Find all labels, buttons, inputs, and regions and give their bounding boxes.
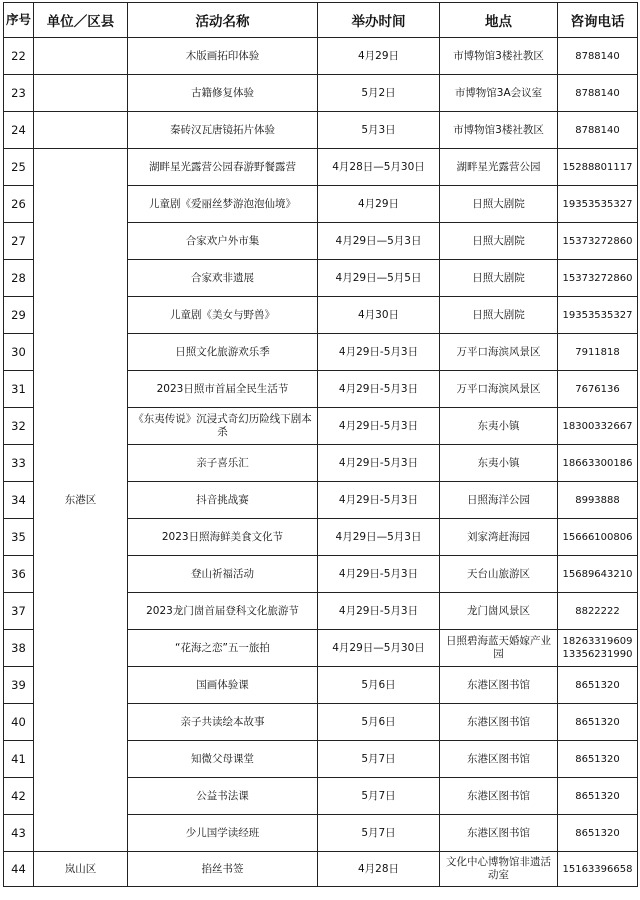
row-name: 国画体验课: [128, 667, 318, 704]
row-phone: 8788140: [558, 38, 638, 75]
row-name: 合家欢户外市集: [128, 223, 318, 260]
row-phone: 8651320: [558, 667, 638, 704]
table-row: [4, 149, 638, 186]
row-phone: 8822222: [558, 593, 638, 630]
row-time: 4月29日: [318, 38, 440, 75]
row-no: 43: [4, 815, 34, 852]
row-name: 2023龙门崮首届登科文化旅游节: [128, 593, 318, 630]
row-time: 4月29日—5月30日: [318, 630, 440, 667]
row-no: 35: [4, 519, 34, 556]
row-time: 5月7日: [318, 778, 440, 815]
unit-group-dongang: 东港区: [34, 149, 128, 852]
row-name: 掐丝书签: [128, 852, 318, 887]
row-time: 4月29日-5月3日: [318, 593, 440, 630]
row-place: 文化中心博物馆非遗活动室: [440, 852, 558, 887]
row-time: 4月29日—5月3日: [318, 223, 440, 260]
row-phone: 8993888: [558, 482, 638, 519]
row-time: 4月29日: [318, 186, 440, 223]
row-name: 古籍修复体验: [128, 75, 318, 112]
header-time: 举办时间: [318, 3, 440, 38]
row-place: 市博物馆3楼社教区: [440, 38, 558, 75]
row-place: 东港区图书馆: [440, 815, 558, 852]
header-row: [4, 3, 638, 38]
row-time: 4月29日-5月3日: [318, 334, 440, 371]
row-time: 4月29日-5月3日: [318, 482, 440, 519]
row-phone: 19353535327: [558, 186, 638, 223]
row-no: 28: [4, 260, 34, 297]
row-time: 4月29日-5月3日: [318, 445, 440, 482]
row-place: 东港区图书馆: [440, 741, 558, 778]
row-place: 东港区图书馆: [440, 778, 558, 815]
row-name: 湖畔星光露营公园春游野餐露营: [128, 149, 318, 186]
row-name: 少儿国学读经班: [128, 815, 318, 852]
row-phone: 8651320: [558, 741, 638, 778]
row-unit: [34, 75, 128, 112]
row-name: 合家欢非遗展: [128, 260, 318, 297]
row-place: 龙门崮风景区: [440, 593, 558, 630]
row-time: 4月28日: [318, 852, 440, 887]
row-place: 天台山旅游区: [440, 556, 558, 593]
row-place: 日照大剧院: [440, 297, 558, 334]
row-no: 38: [4, 630, 34, 667]
row-place: 万平口海滨风景区: [440, 371, 558, 408]
row-time: 4月29日-5月3日: [318, 408, 440, 445]
row-phone: 15666100806: [558, 519, 638, 556]
row-time: 4月29日-5月3日: [318, 556, 440, 593]
row-no: 37: [4, 593, 34, 630]
row-name: 《东夷传说》沉浸式奇幻历险线下剧本杀: [128, 408, 318, 445]
row-name: 登山祈福活动: [128, 556, 318, 593]
table-row: [4, 852, 638, 887]
unit-group-lanshan: 岚山区: [34, 852, 128, 887]
row-time: 5月3日: [318, 112, 440, 149]
row-no: 40: [4, 704, 34, 741]
row-phone: 18263319609 13356231990: [558, 630, 638, 667]
row-time: 5月6日: [318, 704, 440, 741]
row-place: 东港区图书馆: [440, 667, 558, 704]
row-unit: [34, 38, 128, 75]
row-no: 23: [4, 75, 34, 112]
row-place: 市博物馆3楼社教区: [440, 112, 558, 149]
row-name: 知微父母课堂: [128, 741, 318, 778]
row-place: 日照碧海蓝天婚嫁产业园: [440, 630, 558, 667]
row-phone: 15373272860: [558, 223, 638, 260]
row-phone: 19353535327: [558, 297, 638, 334]
row-name: 儿童剧《美女与野兽》: [128, 297, 318, 334]
row-no: 31: [4, 371, 34, 408]
row-phone: 7676136: [558, 371, 638, 408]
row-time: 4月29日—5月5日: [318, 260, 440, 297]
row-no: 42: [4, 778, 34, 815]
row-place: 日照大剧院: [440, 186, 558, 223]
row-no: 41: [4, 741, 34, 778]
row-name: 秦砖汉瓦唐镜拓片体验: [128, 112, 318, 149]
row-phone: 15689643210: [558, 556, 638, 593]
row-place: 市博物馆3A会议室: [440, 75, 558, 112]
row-phone: 15163396658: [558, 852, 638, 887]
row-name: 亲子共读绘本故事: [128, 704, 318, 741]
row-time: 4月29日-5月3日: [318, 371, 440, 408]
row-no: 29: [4, 297, 34, 334]
row-no: 34: [4, 482, 34, 519]
row-name: 公益书法课: [128, 778, 318, 815]
row-no: 32: [4, 408, 34, 445]
row-phone: 15373272860: [558, 260, 638, 297]
row-time: 5月2日: [318, 75, 440, 112]
row-phone: 7911818: [558, 334, 638, 371]
row-time: 5月7日: [318, 741, 440, 778]
row-place: 日照海洋公园: [440, 482, 558, 519]
row-no: 44: [4, 852, 34, 887]
header-no: 序号: [4, 3, 34, 38]
row-no: 24: [4, 112, 34, 149]
header-phone: 咨询电话: [558, 3, 638, 38]
row-time: 5月6日: [318, 667, 440, 704]
row-phone: 18663300186: [558, 445, 638, 482]
header-name: 活动名称: [128, 3, 318, 38]
row-no: 33: [4, 445, 34, 482]
row-no: 25: [4, 149, 34, 186]
row-phone: 8651320: [558, 815, 638, 852]
row-phone: 18300332667: [558, 408, 638, 445]
events-table: [3, 2, 638, 887]
row-place: 东夷小镇: [440, 445, 558, 482]
row-no: 26: [4, 186, 34, 223]
row-phone: 8651320: [558, 704, 638, 741]
row-name: 儿童剧《爱丽丝梦游泡泡仙境》: [128, 186, 318, 223]
row-phone: 8788140: [558, 112, 638, 149]
row-name: 日照文化旅游欢乐季: [128, 334, 318, 371]
row-place: 日照大剧院: [440, 223, 558, 260]
row-no: 22: [4, 38, 34, 75]
row-place: 湖畔星光露营公园: [440, 149, 558, 186]
row-place: 万平口海滨风景区: [440, 334, 558, 371]
table-row: [4, 38, 638, 75]
row-place: 东港区图书馆: [440, 704, 558, 741]
row-name: 2023日照市首届全民生活节: [128, 371, 318, 408]
row-name: “花海之恋”五一旅拍: [128, 630, 318, 667]
row-no: 30: [4, 334, 34, 371]
row-no: 36: [4, 556, 34, 593]
row-place: 东夷小镇: [440, 408, 558, 445]
row-no: 39: [4, 667, 34, 704]
row-time: 4月28日—5月30日: [318, 149, 440, 186]
table-row: [4, 112, 638, 149]
row-time: 4月29日—5月3日: [318, 519, 440, 556]
row-time: 4月30日: [318, 297, 440, 334]
row-unit: [34, 112, 128, 149]
row-name: 2023日照海鲜美食文化节: [128, 519, 318, 556]
header-unit: 单位／区县: [34, 3, 128, 38]
row-place: 日照大剧院: [440, 260, 558, 297]
row-name: 抖音挑战赛: [128, 482, 318, 519]
row-time: 5月7日: [318, 815, 440, 852]
row-name: 亲子喜乐汇: [128, 445, 318, 482]
row-phone: 8651320: [558, 778, 638, 815]
row-no: 27: [4, 223, 34, 260]
row-phone: 15288801117: [558, 149, 638, 186]
row-place: 刘家湾赶海园: [440, 519, 558, 556]
header-place: 地点: [440, 3, 558, 38]
row-name: 木版画拓印体验: [128, 38, 318, 75]
table-row: [4, 75, 638, 112]
row-phone: 8788140: [558, 75, 638, 112]
